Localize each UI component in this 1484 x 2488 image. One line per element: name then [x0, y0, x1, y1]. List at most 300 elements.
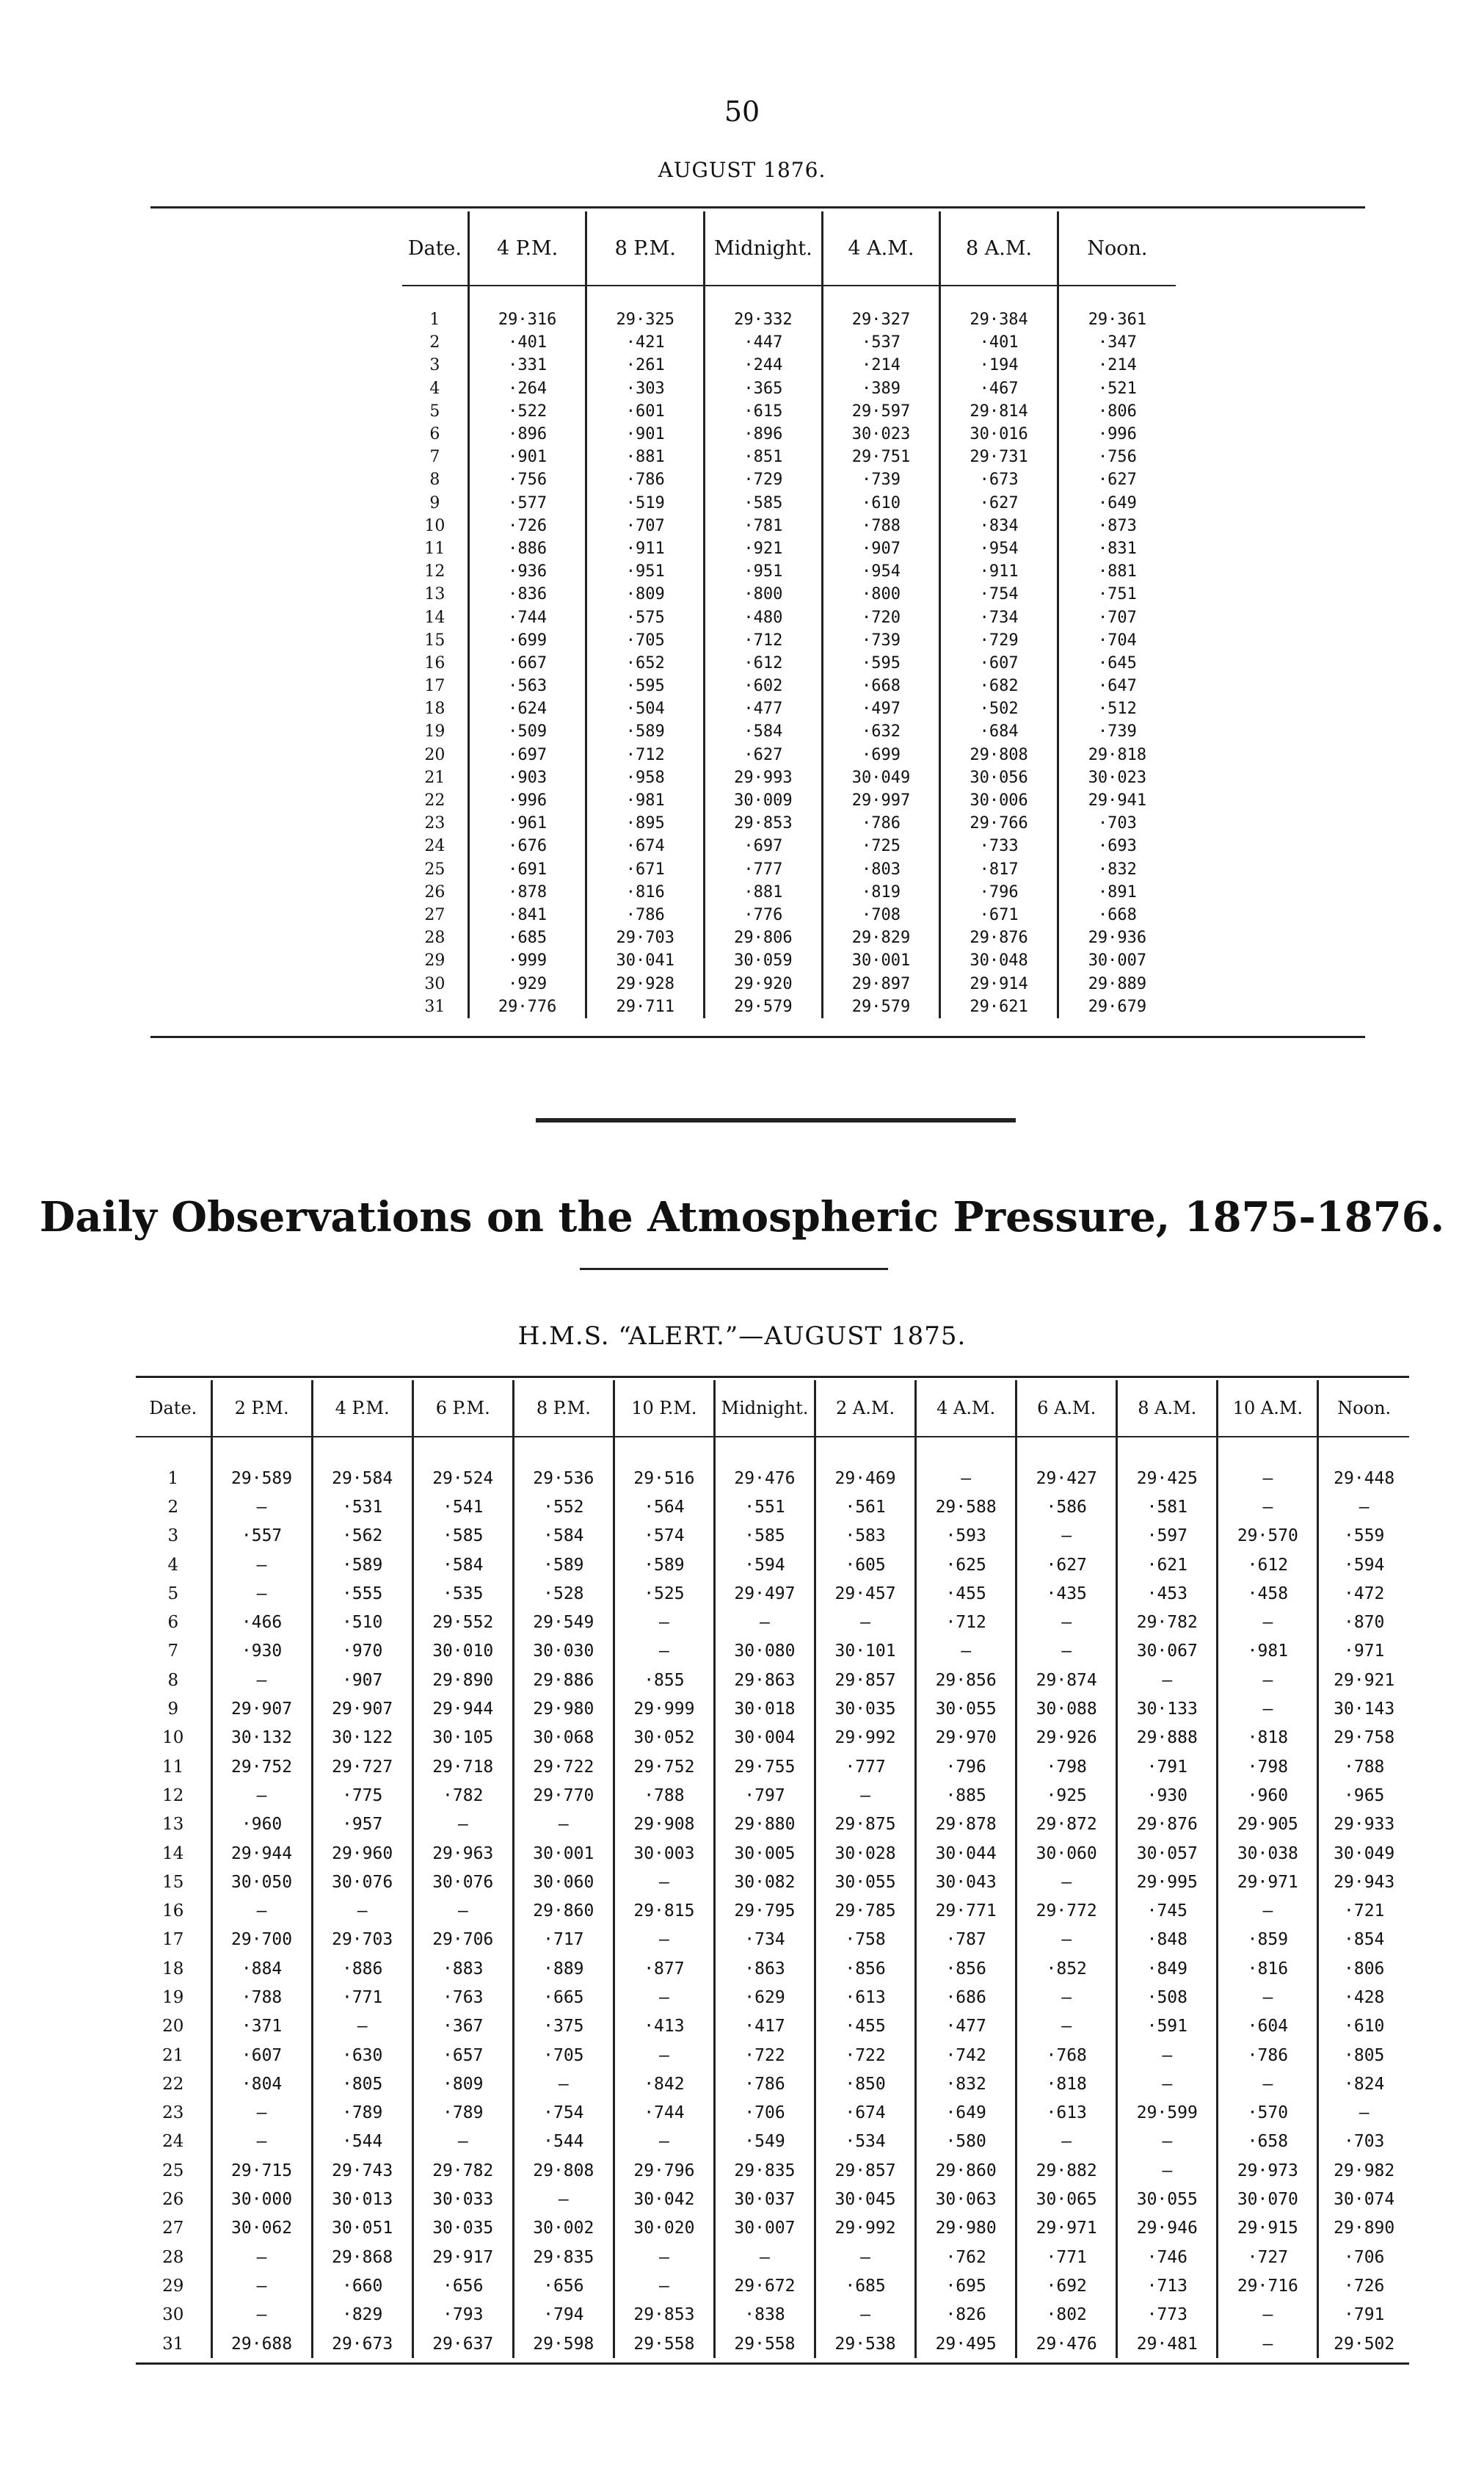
pressure-cell: 29·549 — [513, 1608, 614, 1636]
pressure-cell: 29·907 — [312, 1694, 412, 1723]
pressure-cell: 30·076 — [412, 1868, 513, 1896]
pressure-cell: ·954 — [822, 560, 940, 583]
pressure-cell: — — [211, 2128, 312, 2156]
spacer-cell — [614, 1437, 714, 1464]
pressure-cell: — — [1016, 1926, 1117, 1954]
pressure-cell: 29·880 — [714, 1810, 815, 1839]
pressure-cell: ·763 — [412, 1983, 513, 2012]
pressure-cell: ·674 — [586, 835, 705, 857]
pressure-cell: 29·874 — [1016, 1666, 1117, 1694]
pressure-cell: ·781 — [705, 515, 823, 537]
section-divider — [536, 1118, 1016, 1122]
table2-header-6am: 6 A.M. — [1016, 1380, 1117, 1437]
table-row — [136, 2128, 1409, 2156]
pressure-cell: 30·005 — [714, 1839, 815, 1868]
pressure-cell: ·564 — [614, 1493, 714, 1521]
pressure-cell: ·453 — [1117, 1579, 1218, 1608]
pressure-cell: ·656 — [513, 2271, 614, 2300]
date-cell: 5 — [136, 1579, 211, 1608]
pressure-cell: ·477 — [916, 2012, 1016, 2041]
spacer-cell — [1318, 1437, 1409, 1464]
pressure-cell: ·570 — [1218, 2099, 1318, 2128]
pressure-cell: — — [614, 1608, 714, 1636]
pressure-cell: ·849 — [1117, 1954, 1218, 1983]
pressure-cell: ·627 — [1097, 471, 1137, 490]
pressure-cell: — — [412, 2128, 513, 2156]
pressure-cell: ·881 — [705, 881, 823, 904]
pressure-cell: ·612 — [705, 652, 823, 675]
table-row — [402, 354, 1176, 377]
pressure-cell: 29·588 — [916, 1493, 1016, 1521]
table-row — [136, 2301, 1409, 2329]
pressure-cell: ·859 — [1218, 1926, 1318, 1954]
pressure-cell: ·612 — [1218, 1551, 1318, 1579]
pressure-cell: 29·703 — [586, 926, 705, 949]
pressure-cell: ·951 — [586, 560, 705, 583]
pressure-cell: ·509 — [468, 720, 586, 743]
table-row — [136, 1493, 1409, 1521]
table-row — [402, 697, 1176, 720]
pressure-cell: 29·857 — [815, 2156, 916, 2185]
pressure-cell: ·829 — [312, 2301, 412, 2329]
pressure-cell: 30·035 — [815, 1694, 916, 1723]
pressure-cell: ·627 — [1016, 1551, 1117, 1579]
pressure-cell: 29·944 — [211, 1839, 312, 1868]
pressure-cell: 29·946 — [1117, 2214, 1218, 2243]
date-cell: 21 — [136, 2041, 211, 2070]
table-row — [402, 492, 1176, 515]
table-row — [136, 1551, 1409, 1579]
pressure-cell: ·745 — [1117, 1896, 1218, 1925]
pressure-cell: 29·818 — [1088, 745, 1147, 764]
pressure-cell: ·961 — [468, 812, 586, 835]
pressure-cell: ·519 — [586, 492, 705, 515]
pressure-cell: ·658 — [1218, 2128, 1318, 2156]
date-cell: 24 — [402, 835, 468, 857]
pressure-cell: 30·074 — [1334, 2190, 1395, 2210]
pressure-cell: ·595 — [586, 675, 705, 697]
table-row — [136, 2329, 1409, 2358]
table-row — [136, 1579, 1409, 1608]
pressure-cell: ·816 — [1218, 1954, 1318, 1983]
pressure-cell: ·746 — [1117, 2243, 1218, 2271]
pressure-cell: 29·973 — [1218, 2156, 1318, 2185]
pressure-cell: ·771 — [312, 1983, 412, 2012]
pressure-cell: 29·673 — [312, 2329, 412, 2358]
pressure-cell: 29·853 — [614, 2301, 714, 2329]
pressure-cell: 29·715 — [211, 2156, 312, 2185]
table-row — [136, 2041, 1409, 2070]
table-row — [136, 1954, 1409, 1983]
pressure-cell: ·649 — [1097, 493, 1137, 512]
pressure-cell: ·802 — [1016, 2301, 1117, 2329]
pressure-cell: ·831 — [1097, 539, 1137, 558]
pressure-cell: ·455 — [916, 1579, 1016, 1608]
pressure-cell: 29·980 — [513, 1694, 614, 1723]
pressure-cell: 30·016 — [940, 423, 1058, 446]
pressure-cell: 29·814 — [940, 400, 1058, 423]
pressure-cell: ·734 — [940, 606, 1058, 628]
pressure-cell: 30·076 — [312, 1868, 412, 1896]
pressure-cell: — — [1218, 1464, 1318, 1493]
pressure-cell: 29·882 — [1016, 2156, 1117, 2185]
table1-body — [402, 286, 1176, 1018]
pressure-cell: — — [1218, 2329, 1318, 2358]
table-row — [136, 2214, 1409, 2243]
date-cell: 27 — [402, 904, 468, 926]
pressure-cell: ·303 — [586, 377, 705, 400]
pressure-cell: ·818 — [1016, 2070, 1117, 2098]
pressure-cell: 29·992 — [815, 2214, 916, 2243]
pressure-cell: ·786 — [714, 2070, 815, 2098]
pressure-cell: — — [614, 1637, 714, 1666]
pressure-cell: 30·003 — [614, 1839, 714, 1868]
pressure-cell: 29·857 — [815, 1666, 916, 1694]
pressure-cell: ·824 — [1344, 2074, 1385, 2094]
pressure-cell: ·970 — [312, 1637, 412, 1666]
pressure-cell: ·744 — [614, 2099, 714, 2128]
pressure-cell: ·613 — [1016, 2099, 1117, 2128]
pressure-cell: 29·448 — [1334, 1468, 1395, 1488]
pressure-cell: — — [815, 1781, 916, 1810]
pressure-cell: ·884 — [211, 1954, 312, 1983]
pressure-cell: ·575 — [586, 606, 705, 628]
date-cell: 3 — [402, 354, 468, 377]
pressure-cell: ·574 — [614, 1522, 714, 1551]
table-row — [402, 926, 1176, 949]
pressure-cell: 30·067 — [1117, 1637, 1218, 1666]
pressure-cell: 30·082 — [714, 1868, 815, 1896]
pressure-cell: ·804 — [211, 2070, 312, 2098]
pressure-cell: — — [815, 2301, 916, 2329]
pressure-cell: 29·637 — [412, 2329, 513, 2358]
pressure-cell: 29·579 — [705, 995, 823, 1018]
date-cell: 23 — [136, 2099, 211, 2128]
table-row — [402, 583, 1176, 606]
pressure-cell: — — [815, 1608, 916, 1636]
pressure-cell: ·477 — [705, 697, 823, 720]
date-cell: 14 — [402, 606, 468, 628]
pressure-cell: 30·007 — [714, 2214, 815, 2243]
pressure-cell: 30·057 — [1117, 1839, 1218, 1868]
pressure-cell: ·699 — [468, 629, 586, 652]
pressure-cell: 29·917 — [412, 2243, 513, 2271]
pressure-cell: ·667 — [468, 652, 586, 675]
table1-header-noon: Noon. — [1058, 211, 1176, 286]
pressure-cell: ·832 — [1097, 860, 1137, 879]
pressure-cell: 30·059 — [705, 949, 823, 972]
pressure-cell: 29·727 — [312, 1752, 412, 1781]
pressure-cell: ·214 — [822, 354, 940, 377]
table-row — [136, 1839, 1409, 1868]
pressure-cell: 29·457 — [815, 1579, 916, 1608]
pressure-cell: 30·056 — [940, 766, 1058, 789]
pressure-cell: 30·062 — [211, 2214, 312, 2243]
pressure-cell: ·786 — [586, 904, 705, 926]
table2-header-10am: 10 A.M. — [1218, 1380, 1318, 1437]
pressure-cell: — — [614, 1926, 714, 1954]
pressure-cell: 29·716 — [1218, 2271, 1318, 2300]
pressure-cell: 29·755 — [714, 1752, 815, 1781]
date-cell: 17 — [402, 675, 468, 697]
pressure-cell: ·834 — [940, 515, 1058, 537]
pressure-cell: 30·044 — [916, 1839, 1016, 1868]
pressure-cell: ·800 — [705, 583, 823, 606]
pressure-cell: ·531 — [312, 1493, 412, 1521]
pressure-cell: 29·907 — [211, 1694, 312, 1723]
pressure-cell: ·584 — [705, 720, 823, 743]
pressure-cell: ·929 — [468, 972, 586, 995]
pressure-cell: 29·915 — [1218, 2214, 1318, 2243]
pressure-cell: ·610 — [822, 492, 940, 515]
pressure-cell: ·647 — [1097, 677, 1137, 696]
date-cell: 9 — [136, 1694, 211, 1723]
pressure-cell: ·708 — [822, 904, 940, 926]
date-cell: 29 — [402, 949, 468, 972]
table-row — [402, 789, 1176, 812]
pressure-cell: 29·597 — [822, 400, 940, 423]
pressure-cell: ·652 — [586, 652, 705, 675]
table2-header-8am: 8 A.M. — [1117, 1380, 1218, 1437]
table-row — [136, 1868, 1409, 1896]
table-row — [136, 1666, 1409, 1694]
table-spacer-row — [402, 286, 1176, 308]
date-cell: 8 — [136, 1666, 211, 1694]
pressure-cell: 29·999 — [614, 1694, 714, 1723]
pressure-cell: ·607 — [940, 652, 1058, 675]
pressure-cell: 29·361 — [1088, 311, 1147, 330]
table2-bottom-rule — [136, 2362, 1409, 2365]
pressure-cell: 30·013 — [312, 2185, 412, 2213]
pressure-cell: ·480 — [705, 606, 823, 628]
table-row — [136, 2243, 1409, 2271]
pressure-cell: 30·065 — [1016, 2185, 1117, 2213]
pressure-cell: 29·731 — [940, 446, 1058, 468]
pressure-cell: ·818 — [1218, 1724, 1318, 1752]
pressure-cell: — — [1016, 1522, 1117, 1551]
spacer-cell — [586, 286, 705, 308]
pressure-cell: ·707 — [1097, 608, 1137, 627]
pressure-cell: ·786 — [586, 468, 705, 491]
pressure-cell: ·594 — [1344, 1555, 1385, 1575]
pressure-cell: 29·914 — [940, 972, 1058, 995]
date-cell: 26 — [402, 881, 468, 904]
table2-header-row — [136, 1380, 1409, 1437]
pressure-cell: 30·001 — [513, 1839, 614, 1868]
pressure-cell: ·585 — [714, 1522, 815, 1551]
pressure-cell: ·848 — [1117, 1926, 1218, 1954]
pressure-cell: ·435 — [1016, 1579, 1117, 1608]
table1-header-date: Date. — [402, 211, 468, 286]
pressure-cell: ·958 — [586, 766, 705, 789]
pressure-cell: ·762 — [916, 2243, 1016, 2271]
pressure-cell: ·521 — [1097, 379, 1137, 398]
date-cell: 14 — [136, 1839, 211, 1868]
pressure-cell: ·896 — [705, 423, 823, 446]
pressure-cell: 30·101 — [815, 1637, 916, 1666]
pressure-cell: ·613 — [815, 1983, 916, 2012]
pressure-cell: ·721 — [1344, 1901, 1385, 1921]
date-cell: 19 — [402, 720, 468, 743]
pressure-cell: ·930 — [211, 1637, 312, 1666]
pressure-cell: ·996 — [468, 789, 586, 812]
pressure-cell: ·981 — [1218, 1637, 1318, 1666]
date-cell: 22 — [402, 789, 468, 812]
pressure-cell: — — [211, 1896, 312, 1925]
pressure-cell: ·706 — [1344, 2247, 1385, 2267]
pressure-cell: — — [412, 1810, 513, 1839]
pressure-cell: ·586 — [1016, 1493, 1117, 1521]
pressure-cell: ·695 — [916, 2271, 1016, 2300]
pressure-cell: ·791 — [1344, 2305, 1385, 2325]
pressure-cell: ·796 — [940, 881, 1058, 904]
pressure-cell: ·525 — [614, 1579, 714, 1608]
pressure-cell: 29·758 — [1334, 1728, 1395, 1748]
pressure-cell: ·793 — [412, 2301, 513, 2329]
pressure-cell: ·331 — [468, 354, 586, 377]
pressure-cell: 30·052 — [614, 1724, 714, 1752]
pressure-cell: — — [1016, 2128, 1117, 2156]
pressure-cell: 29·751 — [822, 446, 940, 468]
spacer-cell — [211, 1437, 312, 1464]
date-cell: 15 — [136, 1868, 211, 1896]
pressure-cell: ·665 — [513, 1983, 614, 2012]
pressure-cell: 29·552 — [412, 1608, 513, 1636]
table-row — [402, 858, 1176, 881]
date-cell: 22 — [136, 2070, 211, 2098]
date-cell: 25 — [402, 858, 468, 881]
date-cell: 5 — [402, 400, 468, 423]
spacer-cell — [815, 1437, 916, 1464]
pressure-cell: ·838 — [714, 2301, 815, 2329]
pressure-cell: ·856 — [916, 1954, 1016, 1983]
pressure-cell: 30·045 — [815, 2185, 916, 2213]
spacer-cell — [468, 286, 586, 308]
date-cell: 12 — [402, 560, 468, 583]
pressure-cell: 29·327 — [822, 308, 940, 331]
pressure-cell: ·729 — [705, 468, 823, 491]
pressure-cell: 29·497 — [714, 1579, 815, 1608]
pressure-cell: ·692 — [1016, 2271, 1117, 2300]
table2-caption: H.M.S. “ALERT.”—AUGUST 1875. — [517, 1321, 967, 1351]
pressure-cell: — — [614, 1983, 714, 2012]
pressure-cell: ·610 — [1344, 2017, 1385, 2037]
pressure-cell: 29·926 — [1016, 1724, 1117, 1752]
pressure-cell: 29·516 — [614, 1464, 714, 1493]
pressure-cell: ·788 — [822, 515, 940, 537]
pressure-cell: ·264 — [468, 377, 586, 400]
pressure-cell: ·873 — [1097, 516, 1137, 535]
table-row — [402, 308, 1176, 331]
table2-header-2pm: 2 P.M. — [211, 1380, 312, 1437]
pressure-cell: — — [614, 2041, 714, 2070]
pressure-cell: ·777 — [705, 858, 823, 881]
pressure-cell: ·886 — [468, 537, 586, 560]
spacer-cell — [705, 286, 823, 308]
table-row — [402, 515, 1176, 537]
pressure-cell: ·703 — [1097, 814, 1137, 833]
pressure-cell: — — [614, 2128, 714, 2156]
pressure-cell: 29·886 — [513, 1666, 614, 1694]
pressure-cell: ·751 — [1097, 585, 1137, 604]
pressure-cell: ·841 — [468, 904, 586, 926]
pressure-cell: ·589 — [312, 1551, 412, 1579]
pressure-cell: ·999 — [468, 949, 586, 972]
pressure-cell: ·965 — [1344, 1785, 1385, 1805]
pressure-cell: ·671 — [586, 858, 705, 881]
table-row — [136, 1608, 1409, 1636]
pressure-cell: 30·063 — [916, 2185, 1016, 2213]
pressure-cell: 29·766 — [940, 812, 1058, 835]
spacer-cell — [412, 1437, 513, 1464]
spacer-cell — [822, 286, 940, 308]
pressure-cell: ·551 — [714, 1493, 815, 1521]
pressure-cell: 29·425 — [1117, 1464, 1218, 1493]
pressure-cell: ·627 — [940, 492, 1058, 515]
pressure-cell: 29·928 — [586, 972, 705, 995]
pressure-cell: — — [312, 1896, 412, 1925]
pressure-cell: ·788 — [614, 1781, 714, 1810]
pressure-cell: ·455 — [815, 2012, 916, 2041]
pressure-cell: ·798 — [1016, 1752, 1117, 1781]
pressure-cell: 30·006 — [940, 789, 1058, 812]
table-row — [402, 446, 1176, 468]
table1 — [402, 211, 1176, 1018]
pressure-cell: ·697 — [468, 744, 586, 766]
spacer-cell — [940, 286, 1058, 308]
pressure-cell: 30·080 — [714, 1637, 815, 1666]
pressure-cell: 30·028 — [815, 1839, 916, 1868]
pressure-cell: ·699 — [822, 744, 940, 766]
pressure-cell: 29·835 — [714, 2156, 815, 2185]
pressure-cell: ·577 — [468, 492, 586, 515]
pressure-cell: 29·332 — [705, 308, 823, 331]
table2-header-8pm: 8 P.M. — [513, 1380, 614, 1437]
pressure-cell: 29·722 — [513, 1752, 614, 1781]
pressure-cell: 29·943 — [1334, 1872, 1395, 1892]
pressure-cell: ·817 — [940, 858, 1058, 881]
date-cell: 16 — [136, 1896, 211, 1925]
pressure-cell: 29·538 — [815, 2329, 916, 2358]
spacer-cell — [1117, 1437, 1218, 1464]
pressure-cell: 30·002 — [513, 2214, 614, 2243]
pressure-cell: ·881 — [1097, 562, 1137, 581]
pressure-cell: ·676 — [468, 835, 586, 857]
pressure-cell: 30·018 — [714, 1694, 815, 1723]
pressure-cell: 29·782 — [1117, 1608, 1218, 1636]
date-cell: 3 — [136, 1522, 211, 1551]
pressure-cell: ·601 — [586, 400, 705, 423]
table2-header-date: Date. — [136, 1380, 211, 1437]
pressure-cell: — — [211, 1781, 312, 1810]
pressure-cell: ·896 — [468, 423, 586, 446]
pressure-cell: ·981 — [586, 789, 705, 812]
pressure-cell: 30·001 — [822, 949, 940, 972]
pressure-cell: ·595 — [822, 652, 940, 675]
pressure-cell: ·668 — [822, 675, 940, 697]
pressure-cell: ·401 — [940, 331, 1058, 354]
table-row — [402, 835, 1176, 857]
pressure-cell: ·787 — [916, 1926, 1016, 1954]
pressure-cell: 29·878 — [916, 1810, 1016, 1839]
table2-header-noon: Noon. — [1318, 1380, 1409, 1437]
pressure-cell: 30·143 — [1334, 1700, 1395, 1719]
pressure-cell: 29·815 — [614, 1896, 714, 1925]
pressure-cell: ·776 — [705, 904, 823, 926]
pressure-cell: 30·020 — [614, 2214, 714, 2243]
pressure-cell: 29·706 — [412, 1926, 513, 1954]
table-row — [402, 744, 1176, 766]
